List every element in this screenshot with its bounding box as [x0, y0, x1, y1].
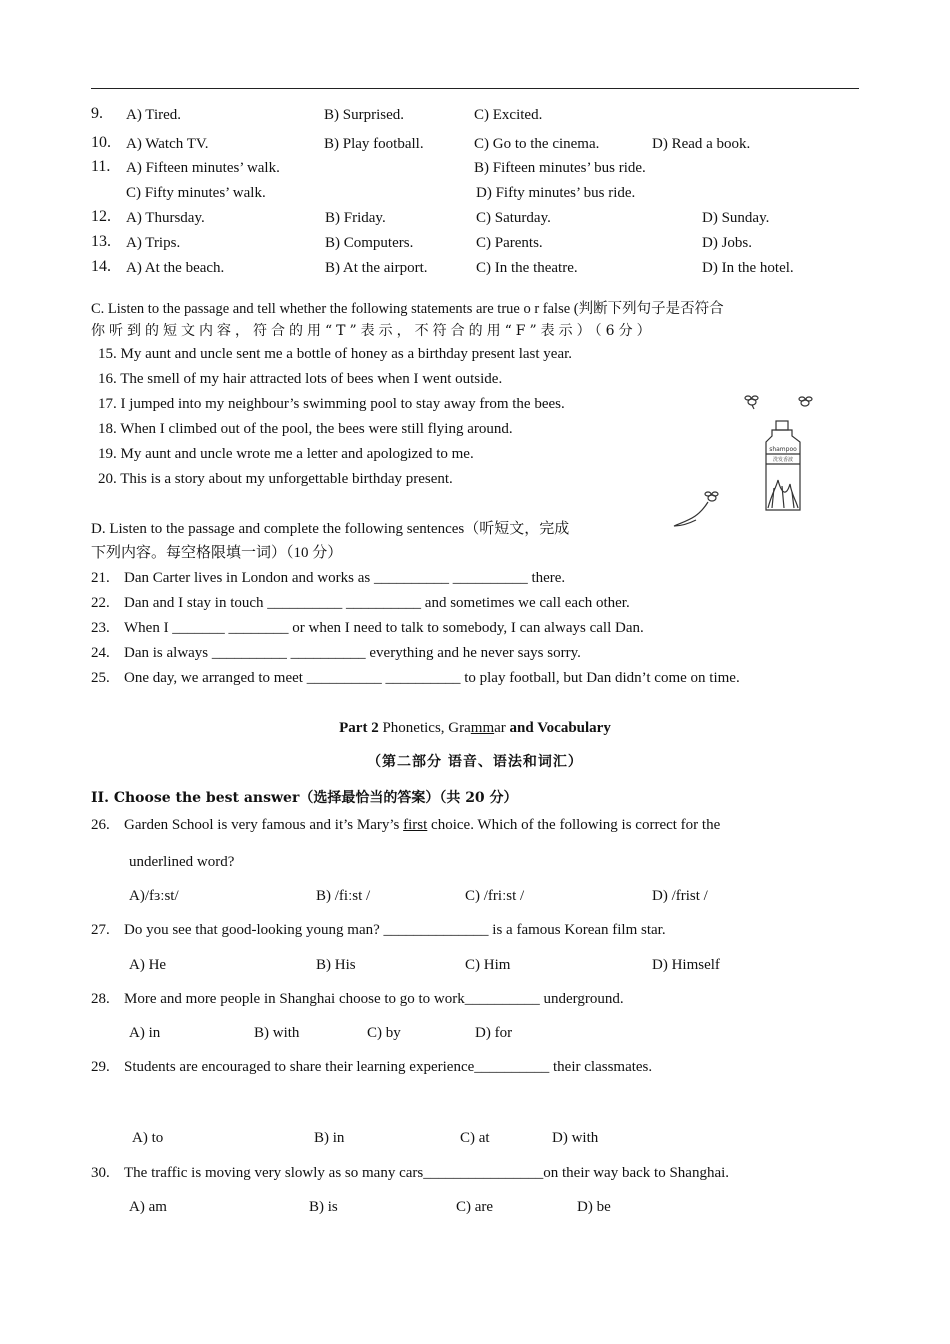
q27-option-b: B) His [316, 957, 356, 973]
q13-number: 13. [91, 233, 111, 250]
statement-17: 17. I jumped into my neighbour’s swimming pool to stay away from the bees. [98, 396, 565, 412]
bee-trail [674, 502, 708, 526]
q11-option-a: A) Fifteen minutes’ walk. [126, 160, 280, 176]
section-d-instruction: D. Listen to the passage and complete the following sentences（听短文，完成 [91, 521, 570, 537]
q22-sentence: Dan and I stay in touch __________ __________ and sometimes we call each other. [124, 595, 630, 611]
q26-option-d: D) /frist / [652, 888, 708, 904]
q10-option-d: D) Read a book. [652, 136, 751, 152]
q25-number: 25. [91, 670, 110, 686]
q26-stem-text-2: choice. Which of the following is correct for the [427, 817, 721, 833]
q10-number: 10. [91, 134, 111, 151]
q30-option-d: D) be [577, 1199, 611, 1215]
q28-option-a: A) in [129, 1025, 161, 1041]
q13-option-c: C) Parents. [476, 235, 543, 251]
q26-number: 26. [91, 817, 110, 833]
q26-underlined-word: first [403, 817, 428, 833]
q28-option-b: B) with [254, 1025, 300, 1041]
q26-option-a: A)/fɜːst/ [129, 888, 179, 904]
q27-stem: Do you see that good-looking young man? ______________ is a famous Korean film star. [124, 922, 666, 938]
q26-option-c: C) /friːst / [465, 888, 525, 904]
q29-option-d: D) with [552, 1130, 599, 1146]
q11-option-b: B) Fifteen minutes’ bus ride. [474, 160, 646, 176]
q30-option-a: A) am [129, 1199, 167, 1215]
q29-number: 29. [91, 1059, 110, 1075]
q13-option-b: B) Computers. [325, 235, 414, 251]
section-d-instruction-cont: 下列内容。每空格限填一词）（10 分） [91, 545, 343, 561]
q14-option-a: A) At the beach. [126, 260, 225, 276]
q9-option-a: A) Tired. [126, 107, 182, 123]
statement-16: 16. The smell of my hair attracted lots of bees when I went outside. [98, 371, 503, 387]
q12-number: 12. [91, 208, 111, 225]
q23-number: 23. [91, 620, 110, 636]
q29-option-a: A) to [132, 1130, 164, 1146]
q12-option-c: C) Saturday. [476, 210, 551, 226]
q26-stem [124, 816, 720, 834]
bee-bottle-icon [668, 388, 838, 538]
q21-number: 21. [91, 570, 110, 586]
q30-stem: The traffic is moving very slowly as so many cars________________on their way back to Shanghai. [124, 1165, 730, 1181]
header-rule [91, 88, 859, 89]
q14-option-d: D) In the hotel. [702, 260, 794, 276]
q23-sentence: When I _______ ________ or when I need to talk to somebody, I can always call Dan. [124, 620, 644, 636]
q29-option-c: C) at [460, 1130, 490, 1146]
q28-stem: More and more people in Shanghai choose to go to work__________ underground. [124, 991, 624, 1007]
part2-title-text-2: ar [494, 720, 510, 736]
q14-option-c: C) In the theatre. [476, 260, 578, 276]
q10-option-a: A) Watch TV. [126, 136, 209, 152]
q30-option-b: B) is [309, 1199, 338, 1215]
q26-stem-text: Garden School is very famous and it’s Mary’s [124, 817, 404, 833]
q28-option-d: D) for [475, 1025, 513, 1041]
bottle-label-cn: 洗发香波 [772, 457, 794, 463]
q30-number: 30. [91, 1165, 110, 1181]
q22-number: 22. [91, 595, 110, 611]
q11-number: 11. [91, 158, 111, 175]
q28-number: 28. [91, 991, 110, 1007]
q24-number: 24. [91, 645, 110, 661]
q27-option-c: C) Him [465, 957, 511, 973]
statement-19: 19. My aunt and uncle wrote me a letter and apologized to me. [98, 446, 474, 462]
part2-title-bold: and Vocabulary [509, 720, 611, 736]
part2-label: Part 2 [339, 720, 379, 736]
q29-option-b: B) in [314, 1130, 345, 1146]
section-ii-heading: II. Choose the best answer（选择最恰当的答案）（共 20 分） [91, 790, 518, 806]
q26-option-b: B) /fiːst / [316, 888, 371, 904]
section-c-instruction-cont: 你听到的短文内容，符合的用“T”表示，不符合的用“F”表示）（6分） [91, 323, 655, 339]
part2-title-text: Phonetics, Gra [378, 720, 471, 736]
q14-number: 14. [91, 258, 111, 275]
q10-option-b: B) Play football. [324, 136, 424, 152]
bee-icon [745, 396, 758, 409]
q9-option-c: C) Excited. [474, 107, 543, 123]
statement-18: 18. When I climbed out of the pool, the bees were still flying around. [98, 421, 513, 437]
q26-stem-cont: underlined word? [129, 854, 235, 870]
q11-option-d: D) Fifty minutes’ bus ride. [476, 185, 636, 201]
q9-option-b: B) Surprised. [324, 107, 404, 123]
statement-15: 15. My aunt and uncle sent me a bottle of honey as a birthday present last year. [98, 346, 573, 362]
q30-option-c: C) are [456, 1199, 494, 1215]
bee-icon [799, 397, 812, 406]
q10-option-c: C) Go to the cinema. [474, 136, 600, 152]
bottle-label: shampoo [769, 446, 797, 453]
q27-option-d: D) Himself [652, 957, 720, 973]
shampoo-bees-illustration [668, 388, 838, 538]
q28-option-c: C) by [367, 1025, 401, 1041]
q12-option-b: B) Friday. [325, 210, 386, 226]
q13-option-a: A) Trips. [126, 235, 181, 251]
bee-icon [705, 492, 718, 501]
q29-stem: Students are encouraged to share their learning experience__________ their classmates. [124, 1059, 653, 1075]
q11-option-c: C) Fifty minutes’ walk. [126, 185, 266, 201]
q14-option-b: B) At the airport. [325, 260, 428, 276]
q27-number: 27. [91, 922, 110, 938]
q25-sentence: One day, we arranged to meet __________ __________ to play football, but Dan didn’t come on time. [124, 670, 740, 686]
q12-option-a: A) Thursday. [126, 210, 205, 226]
section-c-instruction: C. Listen to the passage and tell whether the following statements are true o r false (判断下列句子是否符合 [91, 301, 724, 317]
q9-number: 9. [91, 105, 103, 122]
q12-option-d: D) Sunday. [702, 210, 770, 226]
q13-option-d: D) Jobs. [702, 235, 753, 251]
part2-subtitle: （第二部分 语音、语法和词汇） [367, 754, 583, 770]
part2-title-underlined: mm [470, 720, 495, 736]
q24-sentence: Dan is always __________ __________ everything and he never says sorry. [124, 645, 581, 661]
statement-20: 20. This is a story about my unforgettable birthday present. [98, 471, 453, 487]
q21-sentence: Dan Carter lives in London and works as __________ __________ there. [124, 570, 566, 586]
part2-title [0, 719, 950, 737]
q27-option-a: A) He [129, 957, 167, 973]
